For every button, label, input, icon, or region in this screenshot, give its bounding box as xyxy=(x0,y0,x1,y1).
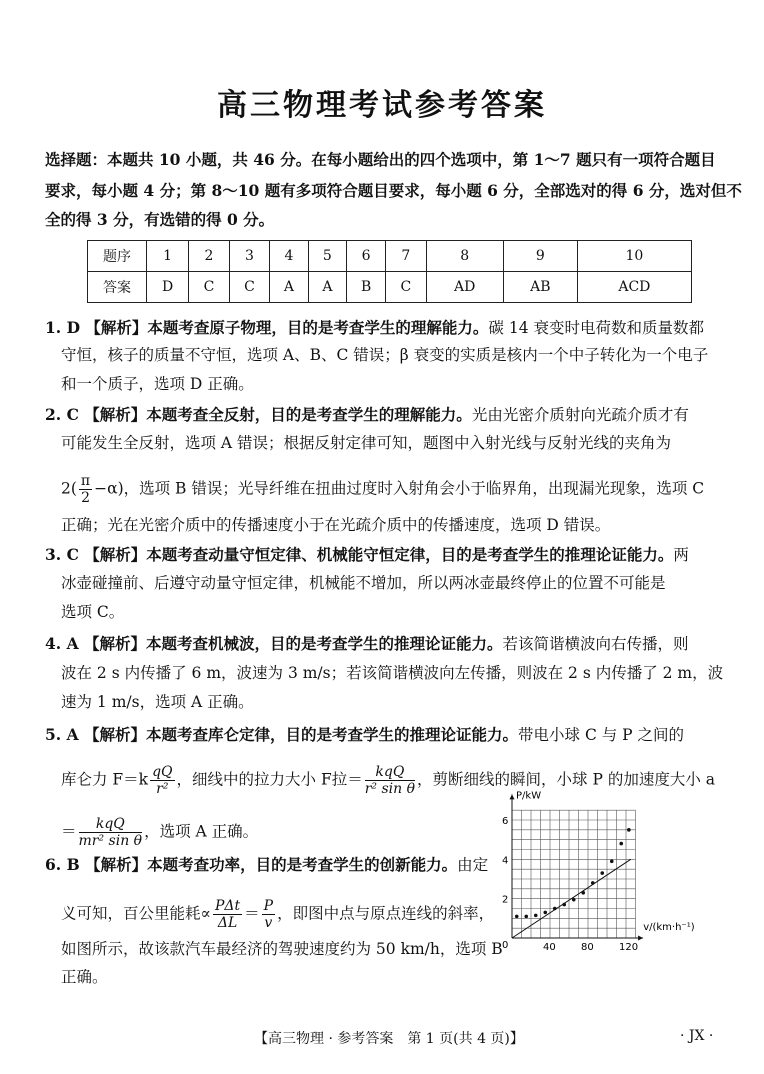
fraction-denominator: ΔL xyxy=(217,915,238,931)
answer-table xyxy=(87,240,692,303)
data-point xyxy=(610,860,614,864)
energy-fraction xyxy=(213,898,242,931)
intro-line-2: 要求，每小题 4 分；第 8～10 题有多项符合题目要求，每小题 6 分，全部选对的得 6 分，选对但不 xyxy=(45,181,742,200)
acceleration-fraction xyxy=(79,816,143,849)
q6-line-3: 如图所示，故该款汽车最经济的驾驶速度约为 50 km/h，选项 B xyxy=(61,940,503,958)
fraction-numerator: PΔt xyxy=(215,898,241,914)
graph-data-points xyxy=(512,828,631,938)
data-point xyxy=(553,907,557,911)
q2-expr-start: 2( xyxy=(61,479,77,498)
equals-sign: ＝ xyxy=(244,904,260,923)
power-velocity-graph xyxy=(490,790,710,960)
footer-code: · JX · xyxy=(680,1028,714,1044)
answer-cell: C xyxy=(189,272,229,303)
q6-line-1 xyxy=(45,857,488,874)
answer-cell: C xyxy=(386,272,426,303)
q5-text: 带电小球 C 与 P 之间的 xyxy=(518,726,685,744)
row-label-number: 题序 xyxy=(88,241,147,272)
data-point xyxy=(619,842,623,846)
x-axis-arrow xyxy=(638,936,643,941)
data-point xyxy=(581,891,585,895)
q1-line-2: 守恒，核子的质量不守恒，选项 A、B、C 错误；β 衰变的实质是核内一个中子转化为一个电子 xyxy=(61,346,709,364)
acceleration-text: ，剪断细线的瞬间，小球 P 的加速度大小 a xyxy=(417,770,715,789)
answer-cell: AD xyxy=(426,272,503,303)
answer-cell: B xyxy=(347,272,386,303)
x-axis-label: v/(km·h⁻¹) xyxy=(643,922,695,933)
table-row-answers xyxy=(88,272,692,303)
number-cell: 10 xyxy=(577,241,691,272)
q1-line-1 xyxy=(45,320,704,337)
intro-line-1: 选择题：本题共 10 小题，共 46 分。在每小题给出的四个选项中，第 1～7 题只有一项符合题目 xyxy=(45,150,716,169)
fraction-numerator: π xyxy=(80,473,91,489)
q3-line-1 xyxy=(45,547,689,564)
x-tick-label: 40 xyxy=(543,942,556,953)
page-title: 高三物理考试参考答案 xyxy=(217,88,547,123)
intro-line-3: 全的得 3 分，有选错的得 0 分。 xyxy=(45,210,275,229)
origin-label: 0 xyxy=(502,940,509,951)
table-row-numbers xyxy=(88,241,692,272)
q3-line-2: 冰壶碰撞前、后遵守动量守恒定律，机械能不增加，所以两冰壶最终停止的位置不可能是 xyxy=(61,574,666,592)
y-tick-label: 2 xyxy=(502,894,509,906)
number-cell: 1 xyxy=(147,241,189,272)
q5-line-1 xyxy=(45,727,684,744)
data-point xyxy=(627,828,631,832)
data-point xyxy=(524,915,528,919)
power-velocity-fraction xyxy=(262,898,275,931)
graph-grid xyxy=(512,810,636,938)
answer-cell: AB xyxy=(503,272,577,303)
y-axis-label: P/kW xyxy=(516,790,542,802)
q1-text: 碳 14 衰变时电荷数和质量数都 xyxy=(488,319,704,337)
fraction-numerator: qQ xyxy=(152,764,173,780)
data-point xyxy=(543,911,547,915)
energy-consumption-label: 义可知，百公里能耗∝ xyxy=(61,904,211,923)
answer-cell: ACD xyxy=(577,272,691,303)
data-point xyxy=(591,881,595,885)
q4-line-3: 速为 1 m/s，选项 A 正确。 xyxy=(61,693,254,711)
answer-cell: A xyxy=(308,272,346,303)
fraction-denominator: r² sin θ xyxy=(364,781,416,797)
q2-line-3 xyxy=(61,473,704,506)
q2-line-2: 可能发生全反射，选项 A 错误；根据反射定律可知，题图中入射光线与反射光线的夹角为 xyxy=(61,434,672,452)
q6-heading: 6. B 【解析】本题考查功率，目的是考查学生的创新能力。 xyxy=(45,855,458,874)
footer-page-info: 【高三物理 · 参考答案 第 1 页(共 4 页)】 xyxy=(254,1031,524,1047)
fraction-numerator: kqQ xyxy=(79,816,143,833)
equals-sign: ＝ xyxy=(61,822,77,841)
q2-expr-end: −α)，选项 B 错误；光导纤维在扭曲过度时入射角会小于临界角，出现漏光现象，选项 C xyxy=(94,479,705,498)
q6-line-2 xyxy=(61,898,494,931)
number-cell: 5 xyxy=(308,241,346,272)
coulomb-force-label: 库仑力 F＝k xyxy=(61,770,149,789)
tension-label: ，细线中的拉力大小 F拉＝ xyxy=(176,770,363,789)
fraction-denominator: 2 xyxy=(81,490,90,506)
q2-heading: 2. C 【解析】本题考查全反射，目的是考查学生的理解能力。 xyxy=(45,405,472,424)
answer-cell: D xyxy=(147,272,189,303)
q3-line-3: 选项 C。 xyxy=(61,603,125,621)
number-cell: 9 xyxy=(503,241,577,272)
q1-heading: 1. D 【解析】本题考查原子物理，目的是考查学生的理解能力。 xyxy=(45,318,489,337)
data-point xyxy=(515,915,519,919)
data-point xyxy=(562,903,566,907)
q5-line-3 xyxy=(61,816,258,849)
data-point xyxy=(572,898,576,902)
q4-heading: 4. A 【解析】本题考查机械波，目的是考查学生的推理论证能力。 xyxy=(45,634,503,653)
x-tick-label: 120 xyxy=(619,942,639,953)
row-label-answer: 答案 xyxy=(88,272,147,303)
x-tick-label: 80 xyxy=(581,942,594,953)
q2-line-1 xyxy=(45,407,689,424)
q3-text: 两 xyxy=(673,546,689,564)
q6-line-4: 正确。 xyxy=(61,968,108,986)
q4-line-2: 波在 2 s 内传播了 6 m，波速为 3 m/s；若该简谐横波向左传播，则波在 2 s 内传播了 2 m，波 xyxy=(61,664,724,682)
y-tick-label: 6 xyxy=(502,816,509,827)
q6-text: 由定 xyxy=(457,856,489,874)
q2-line-4: 正确；光在光密介质中的传播速度小于在光疏介质中的传播速度，选项 D 错误。 xyxy=(61,516,611,534)
tension-fraction xyxy=(365,764,415,797)
coulomb-fraction xyxy=(150,764,174,797)
number-cell: 3 xyxy=(229,241,269,272)
fraction-numerator: kqQ xyxy=(365,764,415,781)
q4-line-1 xyxy=(45,636,689,653)
slope-text: ，即图中点与原点连线的斜率， xyxy=(277,904,495,923)
fraction-numerator: P xyxy=(263,898,274,914)
fraction-denominator: v xyxy=(264,915,273,931)
q3-heading: 3. C 【解析】本题考查动量守恒定律、机械能守恒定律，目的是考查学生的推理论证能力。 xyxy=(45,545,674,564)
q5-conclusion: ，选项 A 正确。 xyxy=(144,822,259,841)
data-point xyxy=(534,914,538,918)
q5-heading: 5. A 【解析】本题考查库仑定律，目的是考查学生的推理论证能力。 xyxy=(45,725,519,744)
number-cell: 8 xyxy=(426,241,503,272)
number-cell: 4 xyxy=(270,241,308,272)
pi-over-2-fraction xyxy=(79,473,92,506)
q4-text: 若该简谐横波向右传播，则 xyxy=(502,635,689,653)
fraction-denominator: mr² sin θ xyxy=(78,833,143,849)
number-cell: 7 xyxy=(386,241,426,272)
q2-text: 光由光密介质射向光疏介质才有 xyxy=(471,406,689,424)
answer-cell: A xyxy=(270,272,308,303)
q5-line-2 xyxy=(61,764,715,797)
number-cell: 6 xyxy=(347,241,386,272)
fraction-denominator: r² xyxy=(156,781,169,797)
answer-cell: C xyxy=(229,272,269,303)
q1-line-3: 和一个质子，选项 D 正确。 xyxy=(61,375,254,393)
data-point xyxy=(600,871,604,875)
number-cell: 2 xyxy=(189,241,229,272)
y-tick-label: 4 xyxy=(502,855,509,867)
